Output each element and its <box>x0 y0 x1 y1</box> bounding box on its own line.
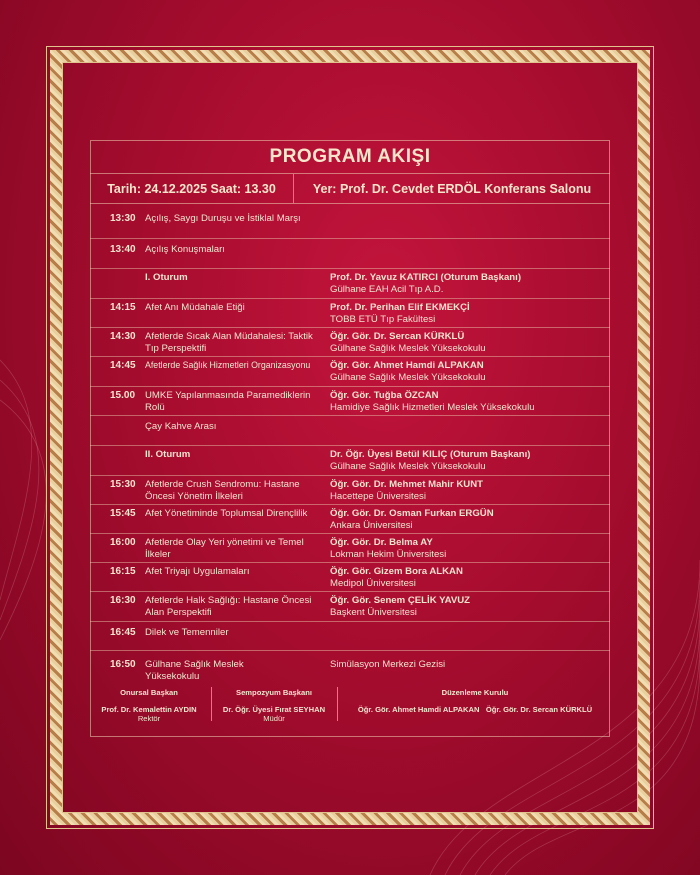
schedule-row <box>90 622 610 651</box>
speaker-affiliation: Ankara Üniversitesi <box>330 519 413 531</box>
row-topic: Afet Anı Müdahale Etiği <box>145 302 245 313</box>
row-topic: Afetlerde Sağlık Hizmetleri Organizasyonu <box>145 360 311 370</box>
row-time: 14:30 <box>110 331 136 342</box>
speaker-affiliation: Gülhane EAH Acil Tıp A.D. <box>330 283 444 295</box>
row-time: 14:45 <box>110 360 136 371</box>
speaker-name: Prof. Dr. Perihan Elif EKMEKÇİ <box>330 302 470 313</box>
row-time: 13:40 <box>110 244 136 255</box>
speaker-name: Öğr. Gör. Ahmet Hamdi ALPAKAN <box>330 360 484 371</box>
honorary-president <box>90 688 208 723</box>
row-topic: Afetlerde Crush Sendromu: Hastane Öncesi Yönetim İlkeleri <box>145 479 300 502</box>
row-time: 16:15 <box>110 566 136 577</box>
schedule-row <box>90 563 610 592</box>
speaker-affiliation: Hamidiye Sağlık Hizmetleri Meslek Yüksekokulu <box>330 401 535 413</box>
break-row <box>90 416 610 446</box>
speaker-block <box>330 566 610 589</box>
footer-divider <box>337 687 338 721</box>
page-title: PROGRAM AKIŞI <box>90 140 610 174</box>
speaker-name: Öğr. Gör. Dr. Osman Furkan ERGÜN <box>330 508 494 519</box>
row-topic: Açılış Konuşmaları <box>145 244 225 255</box>
row-topic: Dilek ve Temenniler <box>145 627 229 638</box>
date-time-label: Tarih: 24.12.2025 Saat: 13.30 <box>90 174 294 203</box>
schedule-row <box>90 476 610 505</box>
speaker-name: Öğr. Gör. Dr. Sercan KÜRKLÜ <box>330 331 465 342</box>
row-topic: Gülhane Sağlık Meslek Yüksekokulu <box>145 659 244 682</box>
speaker-block <box>330 508 610 531</box>
symposium-president <box>214 688 334 723</box>
row-topic: Çay Kahve Arası <box>145 421 217 432</box>
honorary-heading: Onursal Başkan <box>120 688 178 697</box>
row-time: 13:30 <box>110 213 136 224</box>
speaker-block <box>330 595 610 618</box>
session-title: II. Oturum <box>145 449 191 460</box>
committee-heading: Düzenleme Kurulu <box>441 688 509 697</box>
speaker-name: Öğr. Gör. Tuğba ÖZCAN <box>330 390 439 401</box>
speaker-block <box>330 479 610 502</box>
speaker-affiliation: Gülhane Sağlık Meslek Yüksekokulu <box>330 371 486 383</box>
honorary-role: Rektör <box>137 714 161 723</box>
session-row <box>90 269 610 299</box>
schedule-row <box>90 651 610 687</box>
organizing-committee <box>340 688 610 714</box>
schedule-row <box>90 357 610 387</box>
speaker-block <box>330 360 610 383</box>
speaker-block <box>330 272 610 295</box>
row-time: 14:15 <box>110 302 136 313</box>
committee-members <box>340 705 610 714</box>
row-time: 16:50 <box>110 659 136 670</box>
row-topic: Afetlerde Sıcak Alan Müdahalesi: Taktik Tıp Perspektifi <box>145 331 313 354</box>
schedule-row <box>90 505 610 534</box>
committee-member: Öğr. Gör. Dr. Sercan KÜRKLÜ <box>485 705 593 714</box>
activity-block <box>330 659 610 671</box>
speaker-block <box>330 390 610 413</box>
row-time: 16:00 <box>110 537 136 548</box>
speaker-affiliation: Lokman Hekim Üniversitesi <box>330 548 447 560</box>
president-heading: Sempozyum Başkanı <box>236 688 312 697</box>
honorary-name: Prof. Dr. Kemalettin AYDIN <box>101 705 197 714</box>
row-time: 15.00 <box>110 390 136 401</box>
row-topic: Afetlerde Olay Yeri yönetimi ve Temel İlkeler <box>145 537 304 560</box>
schedule-row <box>90 328 610 357</box>
speaker-block <box>330 537 610 560</box>
activity-label: Simülasyon Merkezi Gezisi <box>330 659 446 670</box>
row-time: 16:45 <box>110 627 136 638</box>
event-info-bar <box>90 174 610 204</box>
row-time: 16:30 <box>110 595 136 606</box>
committee-member: Öğr. Gör. Ahmet Hamdi ALPAKAN <box>357 705 480 714</box>
row-topic: Afetlerde Halk Sağlığı: Hastane Öncesi Alan Perspektifi <box>145 595 312 618</box>
schedule-row <box>90 299 610 328</box>
speaker-block <box>330 331 610 354</box>
speaker-affiliation: Gülhane Sağlık Meslek Yüksekokulu <box>330 342 486 354</box>
venue-label: Yer: Prof. Dr. Cevdet ERDÖL Konferans Salonu <box>312 181 592 196</box>
speaker-block <box>330 449 610 472</box>
session-title: I. Oturum <box>145 272 188 283</box>
footer-divider <box>211 687 212 721</box>
row-topic: Afet Yönetiminde Toplumsal Dirençlilik <box>145 508 308 519</box>
speaker-name: Öğr. Gör. Senem ÇELİK YAVUZ <box>330 595 471 606</box>
speaker-affiliation: Başkent Üniversitesi <box>330 606 417 618</box>
speaker-affiliation: TOBB ETÜ Tıp Fakültesi <box>330 313 436 325</box>
row-topic: Afet Triyajı Uygulamaları <box>145 566 250 577</box>
speaker-name: Dr. Öğr. Üyesi Betül KILIÇ (Oturum Başkanı) <box>330 449 531 460</box>
speaker-block <box>330 302 610 325</box>
speaker-affiliation: Medipol Üniversitesi <box>330 577 416 589</box>
row-topic: UMKE Yapılanmasında Paramediklerin Rolü <box>145 390 311 413</box>
program-schedule <box>90 210 610 687</box>
speaker-affiliation: Hacettepe Üniversitesi <box>330 490 426 502</box>
speaker-name: Prof. Dr. Yavuz KATIRCI (Oturum Başkanı) <box>330 272 522 283</box>
president-role: Müdür <box>263 714 285 723</box>
speaker-name: Öğr. Gör. Gizem Bora ALKAN <box>330 566 463 577</box>
schedule-row <box>90 210 610 239</box>
organizers-footer <box>90 685 610 730</box>
row-topic: Açılış, Saygı Duruşu ve İstiklal Marşı <box>145 213 301 224</box>
row-time: 15:45 <box>110 508 136 519</box>
schedule-row <box>90 534 610 563</box>
session-row <box>90 446 610 476</box>
schedule-row <box>90 592 610 622</box>
speaker-name: Öğr. Gör. Dr. Mehmet Mahir KUNT <box>330 479 483 490</box>
speaker-name: Öğr. Gör. Dr. Belma AY <box>330 537 433 548</box>
president-name: Dr. Öğr. Üyesi Fırat SEYHAN <box>222 705 326 714</box>
row-time: 15:30 <box>110 479 136 490</box>
speaker-affiliation: Gülhane Sağlık Meslek Yüksekokulu <box>330 460 486 472</box>
schedule-row <box>90 387 610 416</box>
schedule-row <box>90 239 610 269</box>
